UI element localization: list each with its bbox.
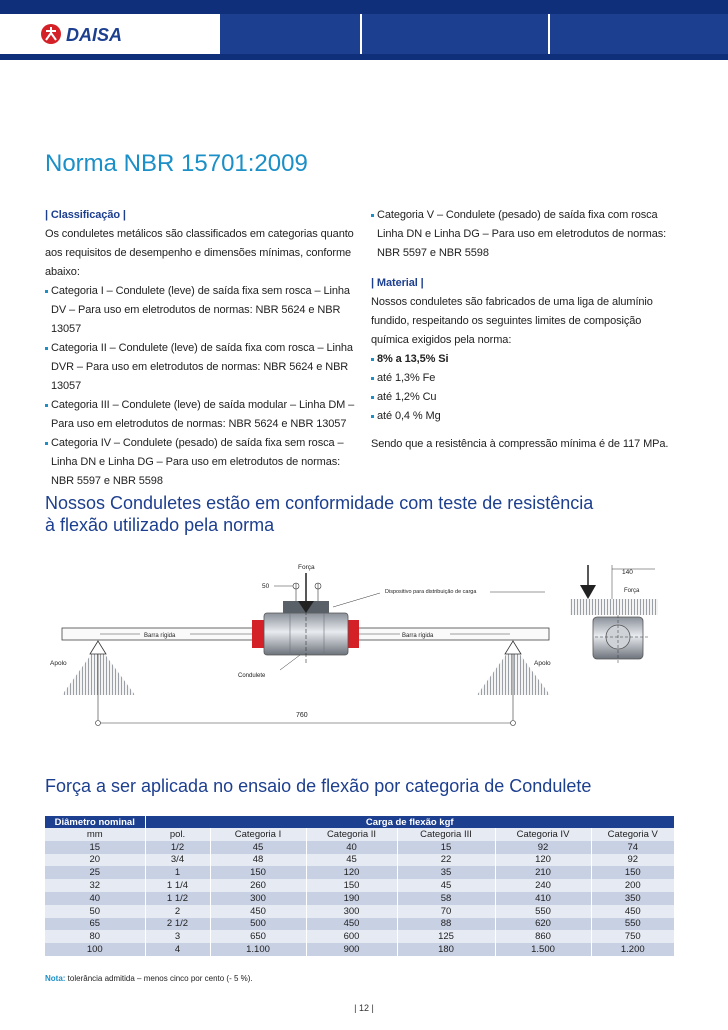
table-cell: 45 <box>306 854 397 867</box>
table-cell: 300 <box>210 892 306 905</box>
composition-item: até 1,2% Cu <box>371 388 681 407</box>
table-cell: 15 <box>397 841 495 854</box>
table-cell: 1.100 <box>210 943 306 956</box>
table-subheader: pol. <box>145 828 210 841</box>
label-dim-140: 140 <box>622 569 633 576</box>
classificacao-intro: Os conduletes metálicos são classificados em categorias quanto aos requisitos de desempenho e dimensões mínimas, conforme abaixo: <box>45 228 354 278</box>
label-barra-right: Barra rígida <box>402 633 434 639</box>
header-carga: Carga de flexão kgf <box>145 816 675 828</box>
note-text: tolerância admitida – menos cinco por cento (- 5 %). <box>65 974 253 983</box>
table-cell: 450 <box>210 905 306 918</box>
category-item: Categoria IV – Condulete (pesado) de saída fixa sem rosca – Linha DN e Linha DG – Para uso em eletrodutos de normas: NBR 5597 e NBR 5598 <box>45 434 358 491</box>
header-tab-3 <box>548 14 728 54</box>
table-cell: 150 <box>306 879 397 892</box>
table-subheader-row <box>45 828 675 841</box>
table-cell: 750 <box>591 930 675 943</box>
category-item: Categoria II – Condulete (leve) de saída fixa com rosca – Linha DVR – Para uso em eletrodutos de normas: NBR 5624 e NBR 13057 <box>45 339 358 396</box>
right-column <box>371 206 681 454</box>
table-cell: 260 <box>210 879 306 892</box>
table-cell: 92 <box>495 841 591 854</box>
table-cell: 74 <box>591 841 675 854</box>
table-cell: 2 1/2 <box>145 918 210 931</box>
label-barra-left: Barra rígida <box>144 633 176 639</box>
header-tab-2 <box>360 14 548 54</box>
table-cell: 3 <box>145 930 210 943</box>
table-subheader: Categoria II <box>306 828 397 841</box>
table-cell: 650 <box>210 930 306 943</box>
category-item: Categoria III – Condulete (leve) de saída modular – Linha DM – Para uso em eletrodutos de normas: NBR 5624 e NBR 13057 <box>45 396 358 434</box>
header-bottom-line <box>0 54 728 60</box>
category-item: Categoria V – Condulete (pesado) de saída fixa com rosca Linha DN e Linha DG – Para uso em eletrodutos de normas: NBR 5597 e NBR 5598 <box>371 206 681 263</box>
table-cell: 550 <box>591 918 675 931</box>
section-title-flexao <box>45 492 593 536</box>
table-cell: 200 <box>591 879 675 892</box>
table-cell: 300 <box>306 905 397 918</box>
table-cell: 1.200 <box>591 943 675 956</box>
table-row <box>45 943 675 956</box>
table-cell: 4 <box>145 943 210 956</box>
table-row <box>45 879 675 892</box>
detail-load-plate <box>570 599 658 615</box>
table-cell: 350 <box>591 892 675 905</box>
table-cell: 1 <box>145 866 210 879</box>
page-title: Norma NBR 15701:2009 <box>45 150 308 177</box>
label-forca: Força <box>298 564 315 571</box>
label-dim-760: 760 <box>296 712 308 719</box>
table-cell: 210 <box>495 866 591 879</box>
table-cell: 120 <box>306 866 397 879</box>
table-row <box>45 854 675 867</box>
section-title-line: Nossos Conduletes estão em conformidade com teste de resistência <box>45 493 594 513</box>
table-cell: 120 <box>495 854 591 867</box>
section-title-tabela: Força a ser aplicada no ensaio de flexão por categoria de Condulete <box>45 776 592 796</box>
table-cell: 180 <box>397 943 495 956</box>
table-cell: 50 <box>45 905 145 918</box>
section-title-line: à flexão utilizado pela norma <box>45 515 275 535</box>
table-cell: 100 <box>45 943 145 956</box>
material-intro: Nossos conduletes são fabricados de uma liga de alumínio fundido, respeitando os seguintes limites de composição química exigidos pela norma: <box>371 296 653 346</box>
table-cell: 40 <box>306 841 397 854</box>
table-row <box>45 841 675 854</box>
table-subheader: Categoria V <box>591 828 675 841</box>
table-cell: 190 <box>306 892 397 905</box>
table-cell: 1 1/2 <box>145 892 210 905</box>
label-condulete: Condulete <box>238 673 266 679</box>
composition-item: até 1,3% Fe <box>371 369 681 388</box>
table-cell: 25 <box>45 866 145 879</box>
table-cell: 15 <box>45 841 145 854</box>
table-cell: 550 <box>495 905 591 918</box>
label-apolo-right: Apolo <box>534 660 551 667</box>
table-cell: 150 <box>210 866 306 879</box>
table-cell: 65 <box>45 918 145 931</box>
table-cell: 45 <box>210 841 306 854</box>
table-cell: 410 <box>495 892 591 905</box>
page-number: | 12 | <box>354 1003 374 1013</box>
table-cell: 48 <box>210 854 306 867</box>
table-row <box>45 892 675 905</box>
classificacao-section <box>45 206 358 491</box>
label-apolo-left: Apolo <box>50 660 67 667</box>
table-cell: 620 <box>495 918 591 931</box>
table-cell: 1.500 <box>495 943 591 956</box>
header-tab-1 <box>218 14 360 54</box>
table-cell: 88 <box>397 918 495 931</box>
table-row <box>45 918 675 931</box>
label-forca-detail: Força <box>624 588 640 594</box>
table-subheader: mm <box>45 828 145 841</box>
logo-wordmark: DAISA <box>66 25 123 45</box>
table-cell: 2 <box>145 905 210 918</box>
classificacao-heading: | Classificação | <box>45 209 126 221</box>
daisa-logo <box>40 23 175 45</box>
table-cell: 40 <box>45 892 145 905</box>
table-cell: 1/2 <box>145 841 210 854</box>
table-cell: 860 <box>495 930 591 943</box>
table-cell: 900 <box>306 943 397 956</box>
header-diametro: Diâmetro nominal <box>45 816 145 828</box>
table-cell: 450 <box>591 905 675 918</box>
table-cell: 80 <box>45 930 145 943</box>
table-row <box>45 905 675 918</box>
label-dispositivo: Dispositivo para distribuição de carga <box>385 589 477 595</box>
table-cell: 70 <box>397 905 495 918</box>
table-subheader: Categoria III <box>397 828 495 841</box>
label-dim-50: 50 <box>262 583 270 590</box>
table-row <box>45 866 675 879</box>
table-cell: 150 <box>591 866 675 879</box>
table-cell: 3/4 <box>145 854 210 867</box>
bending-test-diagram <box>40 555 685 735</box>
note-label: Nota: <box>45 974 66 983</box>
table-subheader: Categoria I <box>210 828 306 841</box>
table-cell: 20 <box>45 854 145 867</box>
table-cell: 600 <box>306 930 397 943</box>
table-cell: 32 <box>45 879 145 892</box>
table-cell: 45 <box>397 879 495 892</box>
table-cell: 450 <box>306 918 397 931</box>
bending-load-table <box>45 816 675 956</box>
table-note <box>45 974 253 983</box>
composition-item: 8% a 13,5% Si <box>371 350 681 369</box>
category-item: Categoria I – Condulete (leve) de saída fixa sem rosca – Linha DV – Para uso em eletrodutos de normas: NBR 5624 e NBR 13057 <box>45 282 358 339</box>
table-subheader: Categoria IV <box>495 828 591 841</box>
table-cell: 1 1/4 <box>145 879 210 892</box>
table-cell: 500 <box>210 918 306 931</box>
table-cell: 35 <box>397 866 495 879</box>
header-top-bar <box>0 0 728 14</box>
table-cell: 58 <box>397 892 495 905</box>
table-cell: 240 <box>495 879 591 892</box>
material-heading: | Material | <box>371 277 424 289</box>
table-cell: 22 <box>397 854 495 867</box>
composition-item: até 0,4 % Mg <box>371 407 681 426</box>
table-cell: 125 <box>397 930 495 943</box>
table-row <box>45 930 675 943</box>
material-closing: Sendo que a resistência à compressão mínima é de 117 MPa. <box>371 438 669 450</box>
table-cell: 92 <box>591 854 675 867</box>
